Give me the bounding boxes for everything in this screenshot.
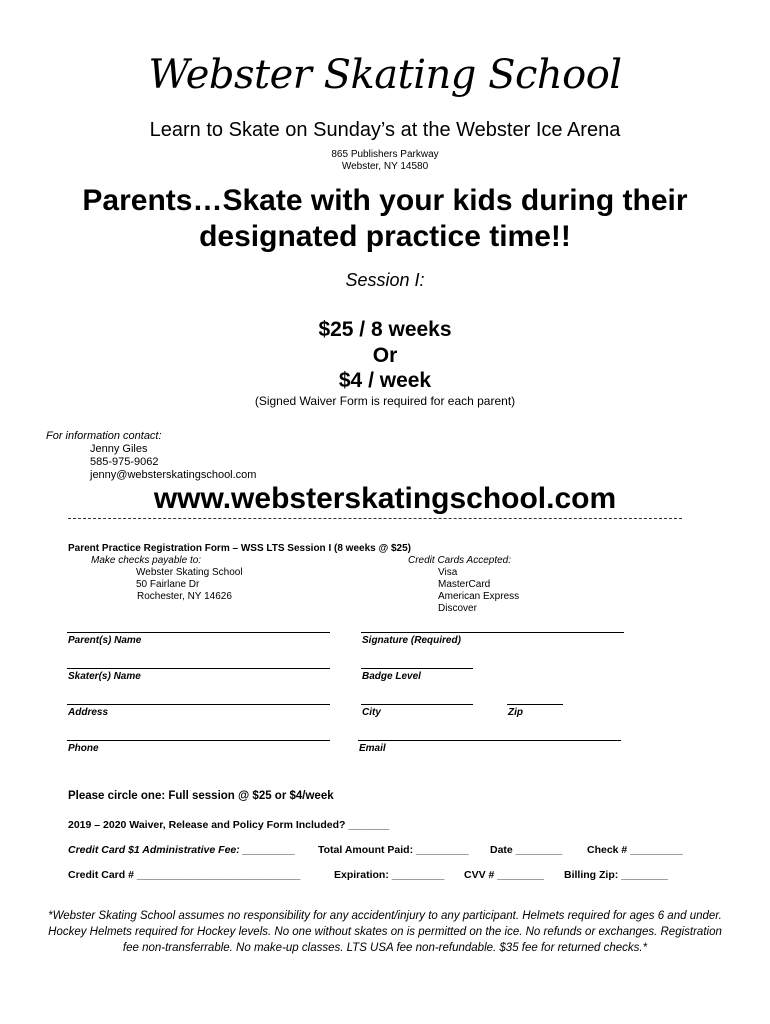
zip-line[interactable] [507, 704, 563, 705]
email-line[interactable] [358, 740, 621, 741]
city-label: City [362, 707, 381, 718]
payable-label: Make checks payable to: [91, 555, 202, 566]
disclaimer-line2: Hockey Helmets required for Hockey levels. No one without skates on is permitted on the ice. No refunds or exchanges. Registration [48, 926, 722, 938]
zip-label: Zip [508, 707, 523, 718]
signature-label: Signature (Required) [362, 635, 461, 646]
check-field[interactable]: Check # _________ [587, 844, 683, 856]
arena-address-line2: Webster, NY 14580 [341, 161, 429, 172]
phone-label: Phone [68, 743, 99, 754]
price-session: $25 / 8 weeks [318, 318, 452, 341]
form-title: Parent Practice Registration Form – WSS LTS Session I (8 weeks @ $25) [68, 543, 412, 554]
payee-line2: 50 Fairlane Dr [136, 579, 200, 590]
parents-name-label: Parent(s) Name [68, 635, 142, 646]
city-line[interactable] [361, 704, 473, 705]
credit-card-field[interactable]: Credit Card # ____________________________ [68, 869, 301, 881]
badge-level-label: Badge Level [362, 671, 421, 682]
headline-line1: Parents…Skate with your kids during their [82, 184, 688, 217]
cards-label: Credit Cards Accepted: [408, 555, 512, 566]
disclaimer-line3: fee non-transferrable. No make-up classes. LTS USA fee non-refundable. $35 fee for returned checks.* [122, 942, 648, 954]
price-or: Or [372, 344, 398, 367]
price-weekly: $4 / week [338, 369, 432, 392]
billing-zip-field[interactable]: Billing Zip: ________ [564, 869, 668, 881]
phone-line[interactable] [67, 740, 330, 741]
address-label: Address [68, 707, 109, 718]
website-link[interactable]: www.websterskatingschool.com [153, 482, 617, 515]
cc-fee-field[interactable]: Credit Card $1 Administrative Fee: _________ [68, 844, 296, 856]
cvv-field[interactable]: CVV # ________ [464, 869, 544, 881]
card-mastercard: MasterCard [438, 579, 491, 590]
card-amex: American Express [438, 591, 520, 602]
email-label: Email [359, 743, 386, 754]
badge-level-line[interactable] [361, 668, 473, 669]
session-label: Session I: [345, 270, 425, 290]
total-amount-field[interactable]: Total Amount Paid: _________ [318, 844, 469, 856]
contact-name: Jenny Giles [90, 443, 148, 455]
expiration-field[interactable]: Expiration: _________ [334, 869, 445, 881]
card-visa: Visa [438, 567, 458, 578]
waiver-note: (Signed Waiver Form is required for each parent) [254, 394, 516, 408]
disclaimer-line1: *Webster Skating School assumes no responsibility for any accident/injury to any participant. Helmets required for ages 6 and under. [48, 910, 722, 922]
parents-name-line[interactable] [67, 632, 330, 633]
subtitle: Learn to Skate on Sunday’s at the Webster Ice Arena [149, 119, 621, 141]
arena-address-line1: 865 Publishers Parkway [331, 149, 439, 160]
disclaimer [40, 908, 730, 956]
waiver-included-field[interactable]: 2019 – 2020 Waiver, Release and Policy Form Included? _______ [68, 819, 390, 831]
skaters-name-label: Skater(s) Name [68, 671, 141, 682]
date-field[interactable]: Date ________ [490, 844, 563, 856]
page-title: Webster Skating School [148, 52, 622, 98]
headline [0, 183, 770, 255]
contact-email: jenny@websterskatingschool.com [90, 469, 257, 481]
contact-label: For information contact: [46, 430, 162, 442]
payee-line3: Rochester, NY 14626 [137, 591, 232, 602]
address-line[interactable] [67, 704, 330, 705]
skaters-name-line[interactable] [67, 668, 330, 669]
circle-one-option: Please circle one: Full session @ $25 or $4/week [68, 790, 334, 802]
payee-line1: Webster Skating School [136, 567, 243, 578]
headline-line2: designated practice time!! [199, 220, 571, 253]
cut-line [68, 518, 682, 519]
signature-line[interactable] [361, 632, 624, 633]
card-discover: Discover [438, 603, 477, 614]
contact-phone: 585-975-9062 [90, 456, 159, 468]
